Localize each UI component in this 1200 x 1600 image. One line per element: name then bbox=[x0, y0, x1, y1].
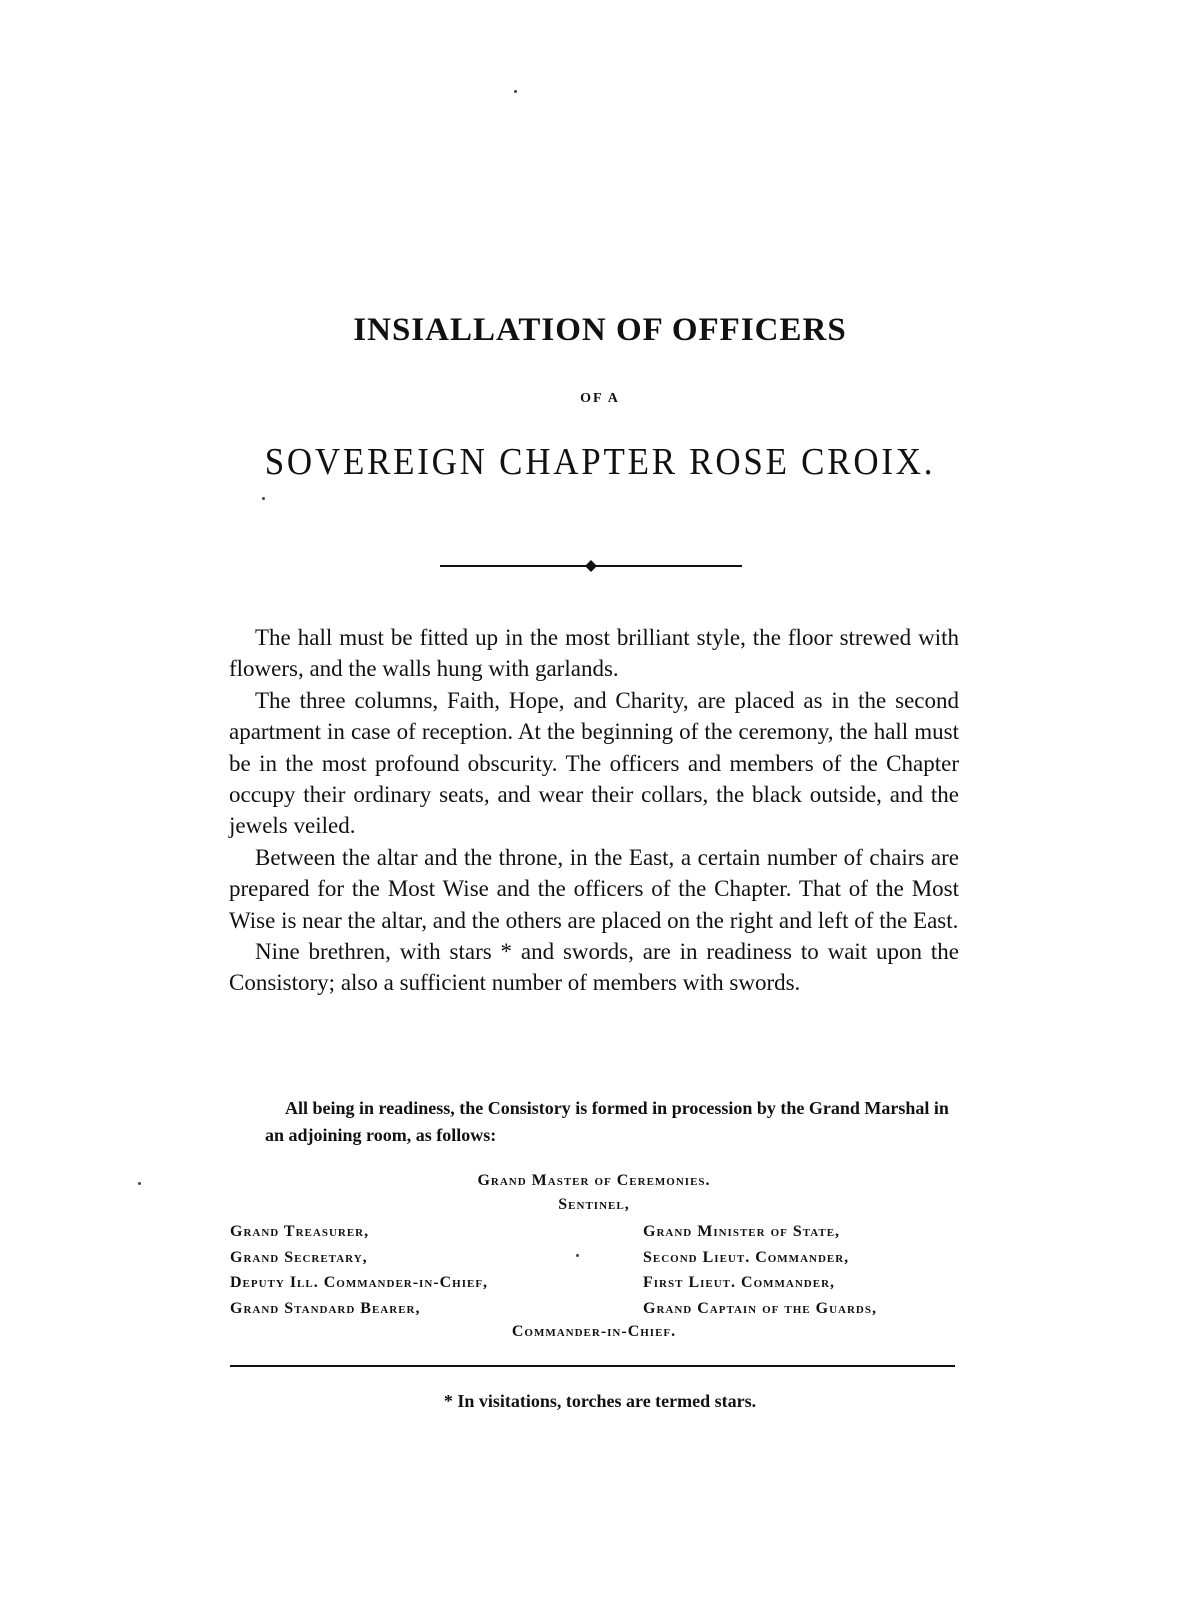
ornamental-divider bbox=[440, 558, 742, 574]
paragraph: Between the altar and the throne, in the East, a certain number of chairs are prepared for the Most Wise and the officers of the Chapter. That of the Most Wise is near the altar, and the others are placed on the right and left of the East. bbox=[229, 844, 959, 933]
chapter-heading: SOVEREIGN CHAPTER ROSE CROIX. bbox=[264, 441, 936, 483]
paragraph: Nine brethren, with stars * and swords, are in readiness to wait upon the Consistory; also a sufficient number of members with swords. bbox=[229, 939, 959, 996]
body-text bbox=[229, 622, 959, 999]
print-speck bbox=[514, 90, 517, 93]
footnote-rule bbox=[230, 1364, 955, 1368]
procession-officer: Grand Minister of State, bbox=[643, 1223, 841, 1240]
procession-officer: Grand Secretary, bbox=[230, 1248, 368, 1266]
procession-officer: Second Lieut. Commander, bbox=[643, 1248, 850, 1266]
footnote: * In visitations, torches are termed stars. bbox=[443, 1391, 757, 1411]
procession-sentinel: Sentinel, bbox=[558, 1196, 630, 1213]
procession-officer: First Lieut. Commander, bbox=[643, 1274, 836, 1291]
page-subtitle: OF A bbox=[580, 391, 620, 406]
procession-officer: Deputy Ill. Commander-in-Chief, bbox=[230, 1274, 489, 1291]
paragraph: The three columns, Faith, Hope, and Charity, are placed as in the second apartment in case of reception. At the beginning of the ceremony, the hall must be in the most profound obscurity. The officers and members of the Chapter occupy their ordinary seats, and wear their collars, the black outside, and the jewels veiled. bbox=[229, 687, 959, 839]
procession-lead: Grand Master of Ceremonies. bbox=[477, 1172, 711, 1189]
procession-last: Commander-in-Chief. bbox=[511, 1323, 677, 1340]
print-speck bbox=[262, 497, 265, 500]
procession-officer: Grand Captain of the Guards, bbox=[643, 1299, 877, 1317]
procession-intro bbox=[265, 1095, 955, 1149]
paragraph: The hall must be fitted up in the most brilliant style, the floor strewed with flowers, and the walls hung with garlands. bbox=[229, 625, 959, 682]
print-speck bbox=[576, 1254, 579, 1257]
procession-officer: Grand Standard Bearer, bbox=[230, 1299, 421, 1317]
procession-left-column bbox=[230, 1219, 488, 1321]
page-title: INSIALLATION OF OFFICERS bbox=[353, 312, 847, 348]
procession-intro-text: All being in readiness, the Consistory is formed in procession by the Grand Marshal in an adjoining room, as follows: bbox=[265, 1098, 949, 1145]
procession-officer: Grand Treasurer, bbox=[230, 1223, 370, 1240]
procession-right-column bbox=[643, 1219, 877, 1321]
